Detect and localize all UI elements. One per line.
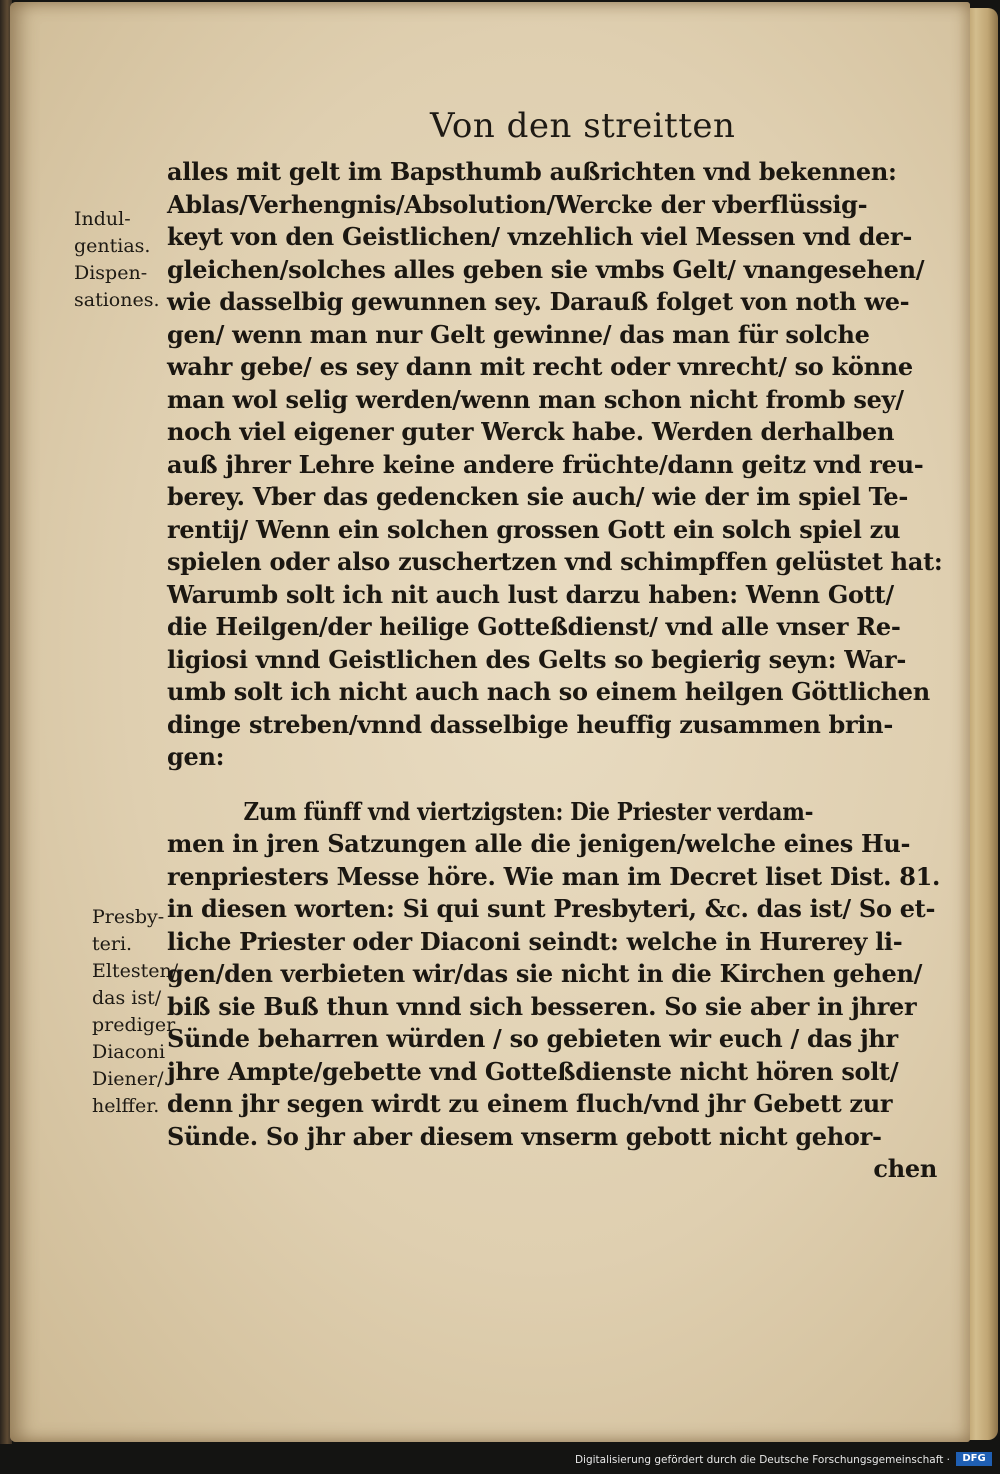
text-line: umb solt ich nicht auch nach so einem heilgen Göttlichen <box>167 677 930 706</box>
catchword: chen <box>873 1154 937 1183</box>
margin-note-presbyteri <box>92 904 178 1120</box>
margin-note-line: gentias. <box>74 235 151 257</box>
margin-note-line: sationes. <box>74 289 160 311</box>
text-line: dinge streben/vnnd dasselbige heuffig zusammen brin- <box>167 709 893 739</box>
text-line: alles mit gelt im Bapsthumb außrichten vnd bekennen: <box>167 157 897 186</box>
margin-note-line: Diener/ <box>92 1068 164 1090</box>
text-line: man wol selig werden/wenn man schon nicht fromb sey/ <box>167 384 904 414</box>
text-line: berey. Vber das gedencken sie auch/ wie der im spiel Te- <box>167 482 909 511</box>
margin-note-line: das ist/ <box>92 987 162 1009</box>
footer-bar <box>0 1444 1000 1474</box>
text-line: Warumb solt ich nit auch lust darzu haben: Wenn Gott/ <box>167 579 894 609</box>
text-line: Ablas/Verhengnis/Absolution/Wercke der vberflüssig- <box>167 189 868 219</box>
footer-credit: Digitalisierung gefördert durch die Deutsche Forschungsgemeinschaft · <box>574 1454 950 1466</box>
text-line: liche Priester oder Diaconi seindt: welche in Hurerey li- <box>167 926 903 956</box>
text-line: gen: <box>167 742 225 771</box>
paragraph-gap <box>167 774 947 796</box>
margin-note-line: Diaconi <box>92 1041 166 1063</box>
text-line: wie dasselbig gewunnen sey. Darauß folget von noth we- <box>167 287 910 316</box>
text-line: gen/ wenn man nur Gelt gewinne/ das man für solche <box>167 319 870 349</box>
text-line: Sünde. So jhr aber diesem vnserm gebott nicht gehor- <box>167 1121 882 1151</box>
text-line: jhre Ampte/gebette vnd Gotteßdienste nicht hören solt/ <box>167 1056 899 1086</box>
margin-note-line: teri. <box>92 933 133 955</box>
margin-note-indulgentias <box>74 206 160 314</box>
text-line: auß jhrer Lehre keine andere früchte/dann geitz vnd reu- <box>167 449 924 479</box>
margin-note-line: Indul- <box>74 208 131 230</box>
text-line: noch viel eigener guter Werck habe. Werden derhalben <box>167 417 895 446</box>
text-line: renpriesters Messe höre. Wie man im Decret liset Dist. 81. <box>167 861 941 891</box>
text-line: keyt von den Geistlichen/ vnzehlich viel Messen vnd der- <box>167 222 913 251</box>
margin-note-line: helffer. <box>92 1095 160 1117</box>
text-line: gen/den verbieten wir/das sie nicht in die Kirchen gehen/ <box>167 959 923 988</box>
text-line: rentij/ Wenn ein solchen grossen Gott ein solch spiel zu <box>167 514 901 544</box>
body-text <box>167 156 947 1186</box>
running-head: Von den streitten <box>430 106 736 146</box>
text-line: in diesen worten: Si qui sunt Presbyteri, &c. das ist/ So et- <box>167 894 936 923</box>
text-line: die Heilgen/der heilige Gotteßdienst/ vnd alle vnser Re- <box>167 612 901 641</box>
text-line: Sünde beharren würden / so gebieten wir euch / das jhr <box>167 1024 898 1053</box>
margin-note-line: Presby- <box>92 906 165 928</box>
text-line: biß sie Buß thun vnnd sich besseren. So sie aber in jhrer <box>167 991 917 1021</box>
text-line: gleichen/solches alles geben sie vmbs Gelt/ vnangesehen/ <box>167 254 925 284</box>
margin-note-line: Eltesten/ <box>92 960 179 982</box>
margin-note-line: Dispen- <box>74 262 148 284</box>
margin-note-line: prediger <box>92 1014 176 1036</box>
text-line: men in jren Satzungen alle die jenigen/welche eines Hu- <box>167 829 911 858</box>
text-line: spielen oder also zuschertzen vnd schimpffen gelüstet hat: <box>167 547 943 576</box>
text-line: denn jhr segen wirdt zu einem fluch/vnd jhr Gebett zur <box>167 1089 893 1118</box>
dfg-logo: DFG <box>956 1452 992 1466</box>
text-line: ligiosi vnnd Geistlichen des Gelts so begierig seyn: War- <box>167 644 907 674</box>
text-line: wahr gebe/ es sey dann mit recht oder vnrecht/ so könne <box>167 352 913 381</box>
paragraph-start-line: Zum fünff vnd viertzigsten: Die Priester verdam- <box>243 796 814 826</box>
